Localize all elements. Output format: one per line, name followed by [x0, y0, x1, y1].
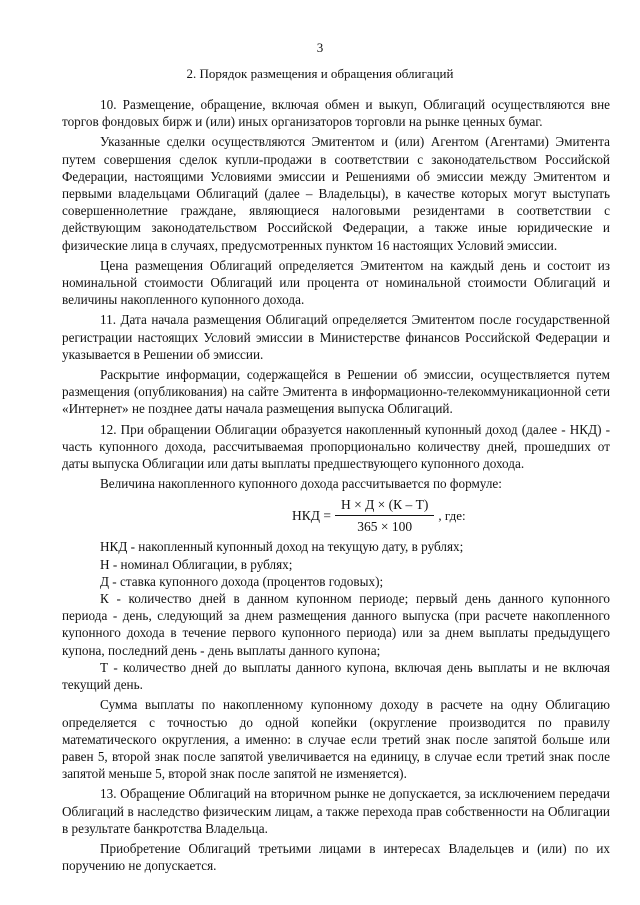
paragraph-12: 12. При обращении Облигации образуется накопленный купонный доход (далее - НКД) - часть купонного дохода, рассчитываемая пропорционально количеству дней, прошедших от даты выпуска Облигации или даты выплаты предшествующего купонного дохода.	[62, 421, 610, 472]
formula-lhs: НКД =	[292, 507, 331, 523]
formula-fraction	[335, 496, 434, 535]
page-number: 3	[316, 40, 324, 55]
formula-numerator: Н × Д × (К – Т)	[335, 496, 434, 516]
definition-n: Н - номинал Облигации, в рублях;	[100, 556, 293, 572]
definition-k: К - количество дней в данном купонном периоде; первый день данного купонного периода - день, следующий за днем размещения данного выпуска (при расчете накопленного купонного дохода в течение первого купонного периода) или за днем выплаты предыдущего купона, последний день - день выплаты данного купона;	[62, 591, 610, 658]
paragraph-formula-intro: Величина накопленного купонного дохода рассчитывается по формуле:	[100, 476, 502, 492]
definition-t: Т - количество дней до выплаты данного купона, включая день выплаты и не включая текущий день.	[62, 659, 610, 693]
definition-d: Д - ставка купонного дохода (процентов годовых);	[100, 573, 384, 589]
definition-nkd: НКД - накопленный купонный доход на текущую дату, в рублях;	[100, 539, 464, 555]
paragraph-rounding: Сумма выплаты по накопленному купонному доходу в расчете на одну Облигацию определяется с точностью до одной копейки (округление производится по правилу математического округления, а именно: в случае если третий знак после запятой больше или равен 5, второй знак после запятой увеличивается на единицу, в случае если третий знак после запятой меньше 5, второй знак после запятой не изменяется).	[62, 697, 610, 782]
paragraph-disclosure: Раскрытие информации, содержащейся в Решении об эмиссии, осуществляется путем размещения (опубликования) на сайте Эмитента в информационно-телекоммуникационной сети «Интернет» не позднее даты начала размещения выпуска Облигаций.	[62, 367, 610, 417]
paragraph-10: 10. Размещение, обращение, включая обмен и выкуп, Облигаций осуществляются вне торгов фондовых бирж и (или) иных организаторов торговли на рынке ценных бумаг.	[62, 97, 610, 130]
section-title: 2. Порядок размещения и обращения облигаций	[186, 66, 454, 81]
document-body	[62, 96, 610, 874]
paragraph-placement-price: Цена размещения Облигаций определяется Эмитентом на каждый день и состоит из номинальной стоимости Облигаций или процента от номинальной стоимости Облигаций и величины накопленного купонного дохода.	[62, 257, 610, 308]
formula-tail: , где:	[438, 507, 466, 523]
paragraph-transactions: Указанные сделки осуществляются Эмитентом и (или) Агентом (Агентами) Эмитента путем совершения сделок купли-продажи в соответствии с законодательством Российской Федерации, настоящими Условиями эмиссии и Решениями об эмиссии между Эмитентом и первыми владельцами Облигаций (далее – Владельцы), в качестве которых могут выступать совершеннолетние граждане, являющиеся налоговыми резидентами в соответствии с действующим законодательством Российской Федерации, а также иные юридические и физические лица в случаях, предусмотренных пунктом 16 настоящих Условий эмиссии.	[62, 134, 610, 253]
paragraph-13: 13. Обращение Облигаций на вторичном рынке не допускается, за исключением передачи Облигаций в наследство физическим лицам, а также перехода прав собственности на Облигации в результате банкротства Владельца.	[62, 786, 610, 836]
paragraph-11: 11. Дата начала размещения Облигаций определяется Эмитентом после государственной регистрации настоящих Условий эмиссии в Министерстве финансов Российской Федерации и указывается в Решении об эмиссии.	[62, 312, 610, 362]
formula-denominator: 365 × 100	[357, 518, 413, 534]
nkd-formula	[292, 495, 610, 535]
paragraph-third-parties: Приобретение Облигаций третьими лицами в интересах Владельцев и (или) по их поручению не допускается.	[62, 840, 610, 874]
